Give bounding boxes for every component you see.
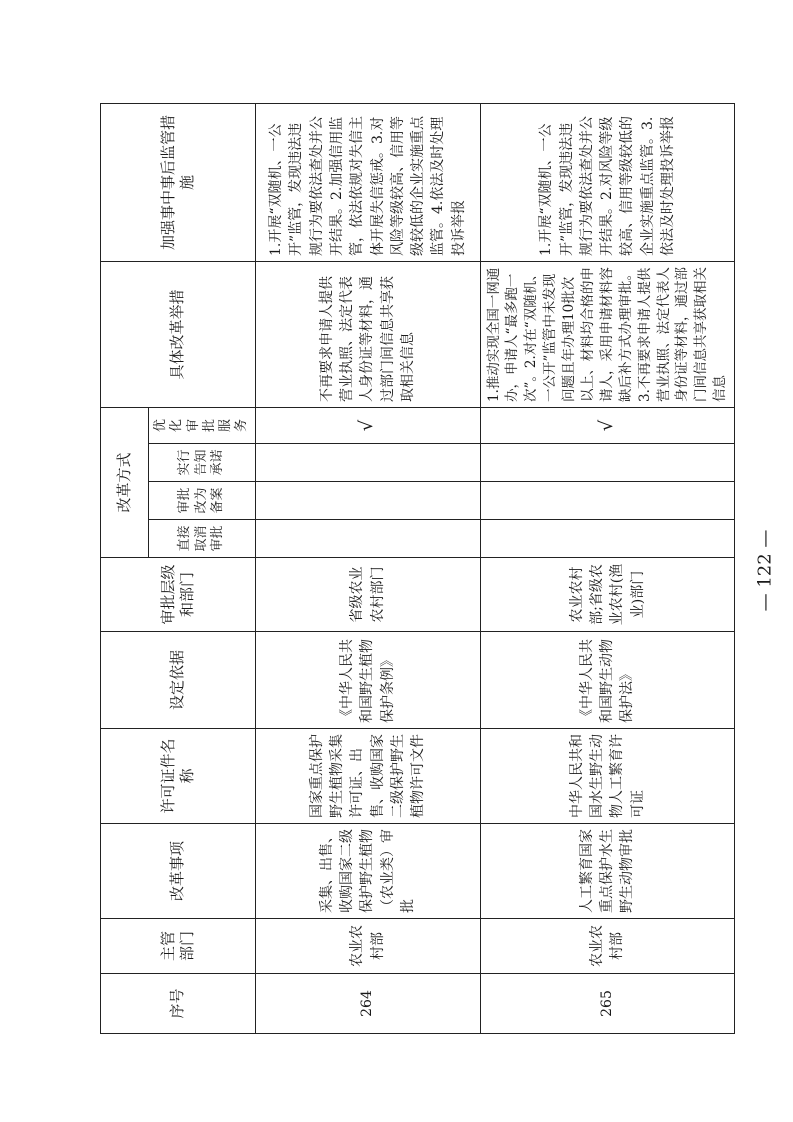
row-level: 省级农业农村部门 (255, 558, 480, 632)
row-license: 国家重点保护野生植物采集许可证、出售、收购国家二级保护野生植物许可文件 (255, 729, 480, 824)
row-mode-notice (255, 444, 480, 482)
header-mode-cancel: 直接取消审批 (149, 520, 256, 558)
row-supervision: 1.开展“双随机、一公开”监管，发现违法违规行为要依法查处并公开结果。2.加强信用监管，依法依规对失信主体开展失信惩戒。3.对风险等级较高、信用等级较低的企业实施重点监管。4.依法及时处理投诉举报 (255, 103, 480, 261)
row-supervision: 1.开展“双随机、一公开”监管，发现违法违规行为要依法查处并公开结果。2.对风险等级较高、信用等级较低的企业实施重点监管。3.依法及时处理投诉举报 (480, 103, 735, 261)
row-item: 人工繁育国家重点保护水生野生动物审批 (480, 824, 735, 919)
row-measures: 不再要求申请人提供营业执照、法定代表人身份证等材料，通过部门间信息共享获取相关信息 (255, 261, 480, 407)
check-mark: √ (480, 407, 735, 443)
header-mode-filing: 审批改为备案 (149, 482, 256, 520)
row-basis: 《中华人民共和国野生动物保护法》 (480, 632, 735, 729)
header-measures: 具体改革举措 (101, 261, 256, 407)
row-license: 中华人民共和国水生野生动物人工繁育许可证 (480, 729, 735, 824)
row-mode-filing (480, 482, 735, 520)
header-level: 审批层级和部门 (101, 558, 256, 632)
row-level: 农业农村部;省级农业农村(渔业)部门 (480, 558, 735, 632)
row-mode-filing (255, 482, 480, 520)
header-mode-notice: 实行告知承诺 (149, 444, 256, 482)
header-license: 许可证件名称 (101, 729, 256, 824)
header-reform-mode: 改革方式 (101, 407, 149, 557)
header-basis: 设定依据 (101, 632, 256, 729)
row-seq: 264 (255, 974, 480, 1034)
row-seq: 265 (480, 974, 735, 1034)
row-mode-cancel (480, 520, 735, 558)
header-seq: 序号 (101, 974, 256, 1034)
table-row (255, 103, 480, 1033)
header-supervision: 加强事中事后监管措施 (101, 103, 256, 261)
row-measures: 1.推动实现全国一网通办，申请人“最多跑一次”。2.对在“双随机、一公开”监管中未发现问题且年办理10批次以上、材料均合格的申请人，采用申请材料容缺后补方式办理审批。3.不再要求申请人提供营业执照、法定代表人身份证等材料，通过部门间信息共享获取相关信息 (480, 261, 735, 407)
row-dept: 农业农村部 (255, 919, 480, 974)
row-dept: 农业农村部 (480, 919, 735, 974)
row-mode-notice (480, 444, 735, 482)
row-item: 采集、出售、收购国家二级保护野生植物（农业类）审批 (255, 824, 480, 919)
header-item: 改革事项 (101, 824, 256, 919)
rotated-table-container (100, 104, 729, 1034)
page-number: — 122 — (754, 529, 776, 612)
reform-table (100, 103, 735, 1034)
row-mode-cancel (255, 520, 480, 558)
row-basis: 《中华人民共和国野生植物保护条例》 (255, 632, 480, 729)
check-mark: √ (255, 407, 480, 443)
header-mode-optimize: 优化审批服务 (149, 407, 256, 443)
table-row (480, 103, 735, 1033)
header-dept: 主管部门 (101, 919, 256, 974)
